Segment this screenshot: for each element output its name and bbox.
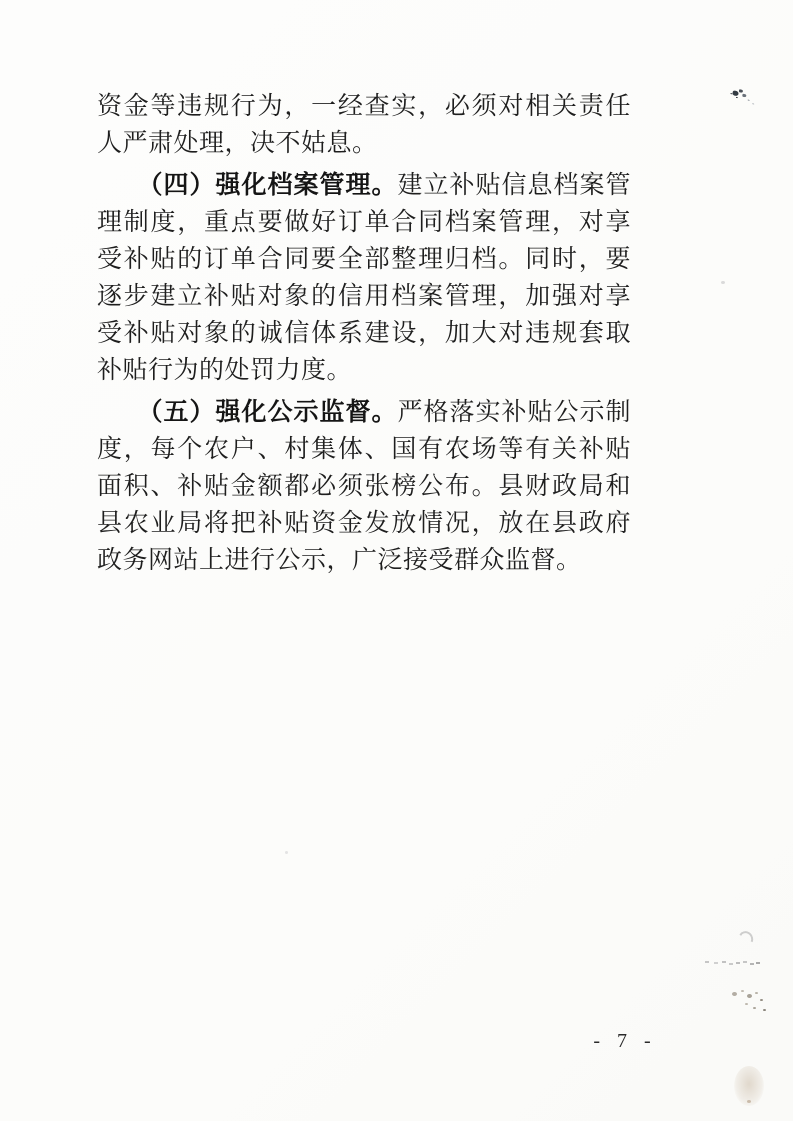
paragraph-section-5 (97, 394, 631, 579)
section-heading-bold: （四）强化档案管理。 (137, 172, 398, 199)
paragraph-text: 严格落实补贴公示制度，每个农户、村集体、国有农场等有关补贴面积、补贴金额都必须张榜公布。县财政局和县农业局将把补贴资金发放情况，放在县政府政务网站上进行公示，广泛接受群众监督。 (97, 399, 631, 574)
scan-speck-artifact (721, 281, 725, 284)
paragraph-text: 资金等违规行为，一经查实，必须对相关责任人严肃处理，决不姑息。 (97, 93, 631, 157)
section-heading-bold: （五）强化公示监督。 (137, 399, 398, 426)
scan-speck-artifact (747, 1100, 751, 1103)
ink-blot-artifact (722, 81, 766, 114)
scan-smudge-artifact (728, 986, 772, 1018)
scan-smudge-artifact (705, 959, 765, 967)
page-number: - 7 - (593, 1030, 657, 1052)
scan-smudge-artifact (737, 929, 755, 948)
paragraph-continuation (97, 88, 631, 162)
document-body (97, 88, 631, 579)
scan-stain-artifact (734, 1066, 764, 1106)
paragraph-text: 建立补贴信息档案管理制度，重点要做好订单合同档案管理，对享受补贴的订单合同要全部整理归档。同时，要逐步建立补贴对象的信用档案管理，加强对享受补贴对象的诚信体系建设，加大对违规套取补贴行为的处罚力度。 (97, 172, 631, 384)
scan-speck-artifact (285, 851, 288, 854)
paragraph-section-4 (97, 167, 631, 389)
